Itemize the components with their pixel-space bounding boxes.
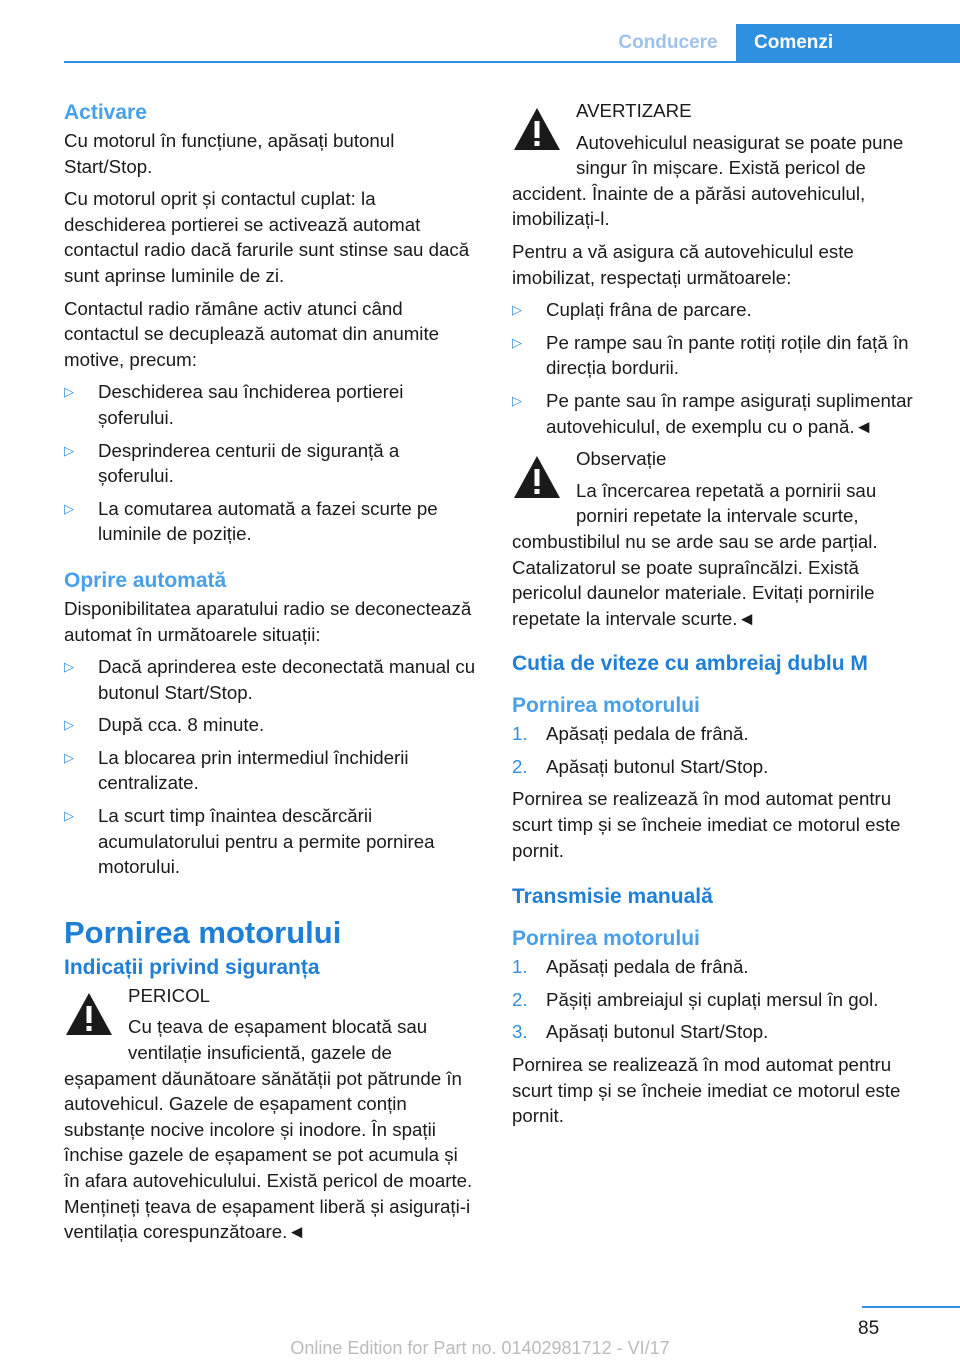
tab-conducere[interactable]: Conducere — [618, 32, 718, 53]
pornirea-manual-steps — [512, 954, 926, 1045]
footer-rule — [862, 1306, 960, 1308]
step-text: Apăsați pedala de frână. — [546, 723, 749, 745]
list-item — [64, 654, 478, 705]
step-item — [512, 954, 926, 980]
asigura-paragraph: Pentru a vă asigura că autovehiculul este imobilizat, respectați următoarele: — [512, 240, 854, 288]
list-item-text: La scurt timp înaintea descărcării acumulatorului pentru a permite pornirea motorului. — [98, 805, 435, 878]
list-item — [64, 712, 478, 738]
triangle-bullet-icon: ▷ — [512, 302, 522, 318]
list-item-text: La blocarea prin intermediul închiderii centralizate. — [98, 746, 409, 794]
triangle-bullet-icon: ▷ — [512, 334, 522, 350]
pornirea-dct-paragraph: Pornirea se realizează în mod automat pentru scurt timp și se încheie imediat ce motorul este pornit. — [512, 788, 901, 861]
step-item — [512, 1019, 926, 1045]
activare-paragraph-1: Cu motorul în funcțiune, apăsați butonul Start/Stop. — [64, 130, 395, 177]
list-item — [64, 745, 478, 796]
step-text: Apăsați butonul Start/Stop. — [546, 1021, 769, 1043]
asigura-list — [512, 297, 926, 439]
step-text: Pășiți ambreiajul și cuplați mersul în gol. — [546, 988, 879, 1010]
list-item-text: După cca. 8 minute. — [98, 714, 265, 736]
step-text: Apăsați pedala de frână. — [546, 956, 749, 978]
triangle-bullet-icon: ▷ — [64, 659, 74, 675]
list-item — [512, 330, 926, 381]
list-item-text: Cuplați frâna de parcare. — [546, 299, 752, 321]
warning-notice — [512, 98, 926, 232]
pornirea-motorului-heading: Pornirea motorului — [64, 914, 342, 950]
footer-text: Online Edition for Part no. 01402981712 - VI/17 — [290, 1338, 670, 1358]
step-item — [512, 721, 926, 747]
pornirea-dct-steps — [512, 721, 926, 779]
observation-text: La încercarea repetată a pornirii sau porniri repetate la intervale scurte, combustibilul nu se arde sau se arde parțial. Catalizatorul se poate supraîncălzi. Există pericolul daunelor materiale. Evitați pornirile repetate la intervale scurte.◄ — [512, 479, 878, 629]
danger-notice — [64, 983, 478, 1245]
list-item-text: Desprinderea centurii de siguranță a șoferului. — [98, 439, 400, 487]
warning-label: AVERTIZARE — [576, 100, 692, 121]
oprire-paragraph: Disponibilitatea aparatului radio se deconectează automat în următoarele situații: — [64, 597, 472, 645]
top-bar — [0, 0, 960, 62]
step-number: 1. — [512, 956, 528, 978]
warning-triangle-icon — [512, 452, 562, 502]
list-item — [64, 803, 478, 880]
activare-heading: Activare — [64, 101, 147, 124]
step-number: 1. — [512, 723, 528, 745]
triangle-bullet-icon: ▷ — [64, 808, 74, 824]
triangle-bullet-icon: ▷ — [64, 500, 74, 516]
activare-list — [64, 379, 478, 547]
triangle-bullet-icon: ▷ — [64, 442, 74, 458]
observation-notice — [512, 446, 926, 631]
triangle-bullet-icon: ▷ — [64, 384, 74, 400]
list-item — [64, 438, 478, 489]
transmisie-heading: Transmisie manuală — [512, 885, 713, 909]
left-column — [64, 98, 478, 1245]
list-item-text: Pe rampe sau în pante rotiți roțile din față în direcția bordurii. — [546, 331, 909, 379]
activare-paragraph-2: Cu motorul oprit și contactul cuplat: la deschiderea portierei se activează automat contactul radio dacă farurile sunt stinse sau dacă sunt aprinse luminile de zi. — [64, 188, 470, 286]
step-text: Apăsați butonul Start/Stop. — [546, 755, 769, 777]
list-item-text: Dacă aprinderea este deconectată manual cu butonul Start/Stop. — [98, 656, 476, 703]
cutia-heading: Cutia de viteze cu ambreiaj dublu M — [512, 652, 868, 676]
pornirea-manual-paragraph: Pornirea se realizează în mod automat pentru scurt timp și se încheie imediat ce motorul este pornit. — [512, 1054, 901, 1127]
observation-label: Observație — [576, 448, 667, 470]
activare-paragraph-3: Contactul radio rămâne activ atunci când contactul se decuplează automat din anumite motive, precum: — [64, 297, 440, 370]
list-item — [64, 379, 478, 430]
list-item — [512, 388, 926, 439]
warning-text: Autovehiculul neasigurat se poate pune singur în mișcare. Există pericol de accident. Înainte de a părăsi autovehiculul, imobilizați-l. — [512, 131, 904, 230]
warning-triangle-icon — [64, 989, 114, 1039]
step-number: 3. — [512, 1021, 528, 1043]
step-item — [512, 987, 926, 1013]
list-item-text: Deschiderea sau închiderea portierei șoferului. — [98, 381, 404, 428]
tab-comenzi[interactable]: Comenzi — [736, 24, 960, 62]
list-item — [64, 496, 478, 547]
oprire-heading: Oprire automată — [64, 568, 227, 592]
list-item-text: Pe pante sau în rampe asigurați suplimentar autovehiculul, de exemplu cu o pană.◄ — [546, 389, 913, 437]
list-item-text: La comutarea automată a fazei scurte pe luminile de poziție. — [98, 497, 438, 545]
triangle-bullet-icon: ▷ — [64, 717, 74, 733]
pornirea-manual-heading: Pornirea motorului — [512, 927, 700, 951]
triangle-bullet-icon: ▷ — [64, 749, 74, 765]
warning-triangle-icon — [512, 104, 562, 154]
triangle-bullet-icon: ▷ — [512, 392, 522, 408]
header-rule — [64, 61, 960, 63]
indicatii-heading: Indicații privind siguranța — [64, 955, 320, 979]
page-number: 85 — [858, 1318, 880, 1339]
step-item — [512, 754, 926, 780]
danger-text: Cu țeava de eșapament blocată sau ventilație insuficientă, gazele de eșapament dăunătoare sănătății pot pătrunde în autovehicul. Gazele de eșapament conțin substanțe nocive incolore și inodore. În spații închise gazele de eșapament se pot acumula și în afara autovehiculului. Există pericol de moarte. Mențineți țeava de eșapament liberă și asigurați-i ventilația corespunzătoare.◄ — [64, 1016, 473, 1243]
danger-label: PERICOL — [128, 984, 211, 1006]
right-column — [512, 98, 926, 1136]
step-number: 2. — [512, 988, 528, 1010]
oprire-list — [64, 654, 478, 880]
pornirea-dct-heading: Pornirea motorului — [512, 694, 700, 718]
list-item — [512, 297, 926, 323]
step-number: 2. — [512, 755, 528, 777]
